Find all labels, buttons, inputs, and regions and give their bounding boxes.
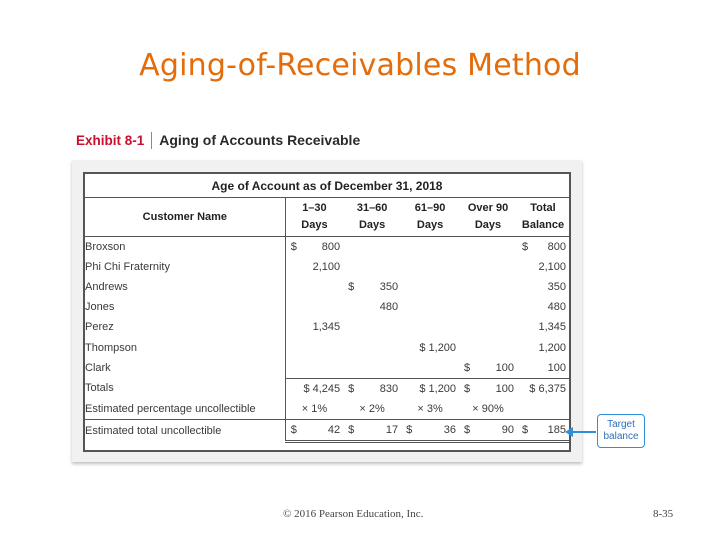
cell-c2 xyxy=(343,419,401,441)
dollar-sign: $ xyxy=(464,382,471,395)
dollar-sign: $ xyxy=(464,423,471,436)
page-number: 8-35 xyxy=(653,508,674,520)
cell-c4 xyxy=(459,277,517,297)
dollar-sign: $ xyxy=(290,423,297,436)
table-row xyxy=(85,237,569,258)
header-31-60-days xyxy=(343,198,401,237)
customer-name: Andrews xyxy=(85,281,128,294)
cell-c4 xyxy=(459,297,517,317)
percentage-c3: × 3% xyxy=(417,402,443,415)
cell-value: 2,100 xyxy=(312,261,341,274)
cell-c5 xyxy=(517,317,569,337)
cell-c1 xyxy=(285,257,343,277)
cell-c2 xyxy=(343,337,401,357)
cell-c5 xyxy=(517,337,569,357)
percentage-row xyxy=(85,399,569,420)
cell-c3 xyxy=(401,237,459,258)
dollar-sign: $ xyxy=(521,423,529,436)
totals-row xyxy=(85,378,569,399)
table-row xyxy=(85,358,569,379)
cell-value: 350 xyxy=(379,281,399,294)
header-line: 31–60 xyxy=(356,202,388,214)
table-title: Age of Account as of December 31, 2018 xyxy=(85,174,569,198)
header-over-90-days xyxy=(459,198,517,237)
cell-c3 xyxy=(401,317,459,337)
cell-value: 350 xyxy=(547,281,566,294)
cell-c1 xyxy=(285,337,343,357)
dollar-sign: $ xyxy=(348,281,355,294)
exhibit-divider xyxy=(151,132,152,149)
cell-value: 2,100 xyxy=(538,261,566,274)
header-line: Days xyxy=(301,219,328,231)
target-balance-callout xyxy=(597,414,645,448)
cell-c1 xyxy=(285,317,343,337)
table-row xyxy=(85,257,569,277)
cell-c3 xyxy=(401,297,459,317)
table-row xyxy=(85,277,569,297)
cell-c2 xyxy=(343,257,401,277)
cell-c1 xyxy=(285,419,343,441)
cell-value: 480 xyxy=(547,301,566,314)
callout-line: balance xyxy=(603,431,639,442)
cell-value: 1,345 xyxy=(312,321,341,334)
cell-c1 xyxy=(285,237,343,258)
cell-value: 800 xyxy=(321,241,341,254)
dollar-sign: $ xyxy=(348,423,355,436)
cell-value: $ 6,375 xyxy=(529,382,566,395)
empty-cell xyxy=(517,399,569,420)
cell-value: 17 xyxy=(385,423,399,436)
cell-c3 xyxy=(401,277,459,297)
slide-title: Aging-of-Receivables Method xyxy=(139,48,581,83)
customer-name: Thompson xyxy=(85,341,137,354)
header-line: Balance xyxy=(521,219,565,231)
customer-name: Perez xyxy=(85,321,114,334)
table-row xyxy=(85,337,569,357)
cell-c4 xyxy=(459,337,517,357)
percentage-label: Estimated percentage uncollectible xyxy=(85,402,256,415)
totals-label: Totals xyxy=(85,382,114,395)
cell-c4 xyxy=(459,419,517,441)
header-line: Total xyxy=(530,202,556,214)
cell-c1 xyxy=(285,277,343,297)
table-row xyxy=(85,297,569,317)
header-line: 1–30 xyxy=(302,202,327,214)
exhibit-header xyxy=(76,130,360,150)
cell-value: $ 4,245 xyxy=(303,382,341,395)
cell-c5 xyxy=(517,297,569,317)
cell-c5 xyxy=(517,237,569,258)
callout-arrow xyxy=(570,431,596,433)
header-1-30-days xyxy=(285,198,343,237)
cell-c4 xyxy=(459,378,517,399)
cell-value: 830 xyxy=(379,382,399,395)
table-row xyxy=(85,317,569,337)
cell-c5 xyxy=(517,358,569,379)
cell-value: $ 1,200 xyxy=(419,341,457,354)
customer-name: Broxson xyxy=(85,241,126,254)
cell-c1 xyxy=(285,358,343,379)
exhibit-title: Aging of Accounts Receivable xyxy=(159,132,361,148)
aging-table-container xyxy=(83,172,571,452)
cell-c2 xyxy=(343,317,401,337)
dollar-sign: $ xyxy=(290,241,297,254)
header-line: Over 90 xyxy=(467,202,509,214)
header-total-balance xyxy=(517,198,569,237)
cell-c3 xyxy=(401,378,459,399)
dollar-sign: $ xyxy=(406,423,413,436)
cell-value: $ 1,200 xyxy=(419,382,457,395)
cell-c4 xyxy=(459,237,517,258)
callout-line: Target xyxy=(607,419,635,430)
cell-value: 100 xyxy=(547,361,566,374)
percentage-c1: × 1% xyxy=(285,399,343,420)
cell-c1 xyxy=(285,297,343,317)
cell-value: 185 xyxy=(547,423,566,436)
cell-value: 100 xyxy=(495,361,514,374)
customer-name: Phi Chi Fraternity xyxy=(85,261,170,274)
cell-c2 xyxy=(343,358,401,379)
customer-name: Jones xyxy=(85,301,115,314)
cell-c4 xyxy=(459,358,517,379)
header-line: Days xyxy=(358,219,386,231)
cell-c2 xyxy=(343,237,401,258)
customer-name: Clark xyxy=(85,361,111,374)
cell-c1 xyxy=(285,378,343,399)
cell-c3 xyxy=(401,358,459,379)
dollar-sign: $ xyxy=(521,241,529,254)
cell-value: 1,345 xyxy=(538,321,566,334)
cell-c5 xyxy=(517,419,569,441)
header-customer-name: Customer Name xyxy=(85,198,285,237)
cell-value: 36 xyxy=(443,423,457,436)
estimated-uncollectible-label: Estimated total uncollectible xyxy=(85,419,285,441)
cell-c5 xyxy=(517,378,569,399)
cell-c4 xyxy=(459,317,517,337)
header-61-90-days xyxy=(401,198,459,237)
cell-value: 480 xyxy=(379,301,399,314)
cell-value: 1,200 xyxy=(538,341,566,354)
dollar-sign: $ xyxy=(464,361,471,374)
header-line: Days xyxy=(474,219,502,231)
header-line: Days xyxy=(416,219,444,231)
aging-table xyxy=(85,174,569,443)
cell-c2 xyxy=(343,277,401,297)
cell-c4 xyxy=(459,257,517,277)
cell-c5 xyxy=(517,257,569,277)
cell-c3 xyxy=(401,419,459,441)
percentage-c2: × 2% xyxy=(359,402,385,415)
cell-c5 xyxy=(517,277,569,297)
cell-c2 xyxy=(343,378,401,399)
cell-c3 xyxy=(401,337,459,357)
cell-value: 90 xyxy=(501,423,514,436)
cell-c3 xyxy=(401,257,459,277)
dollar-sign: $ xyxy=(348,382,355,395)
estimated-uncollectible-row xyxy=(85,419,569,441)
exhibit-label: Exhibit 8-1 xyxy=(76,132,145,148)
percentage-c4: × 90% xyxy=(472,402,504,415)
cell-c2 xyxy=(343,297,401,317)
cell-value: 100 xyxy=(495,382,514,395)
cell-value: 800 xyxy=(547,241,566,254)
cell-value: 42 xyxy=(327,423,341,436)
copyright-text: © 2016 Pearson Education, Inc. xyxy=(283,508,424,520)
header-line: 61–90 xyxy=(414,202,446,214)
